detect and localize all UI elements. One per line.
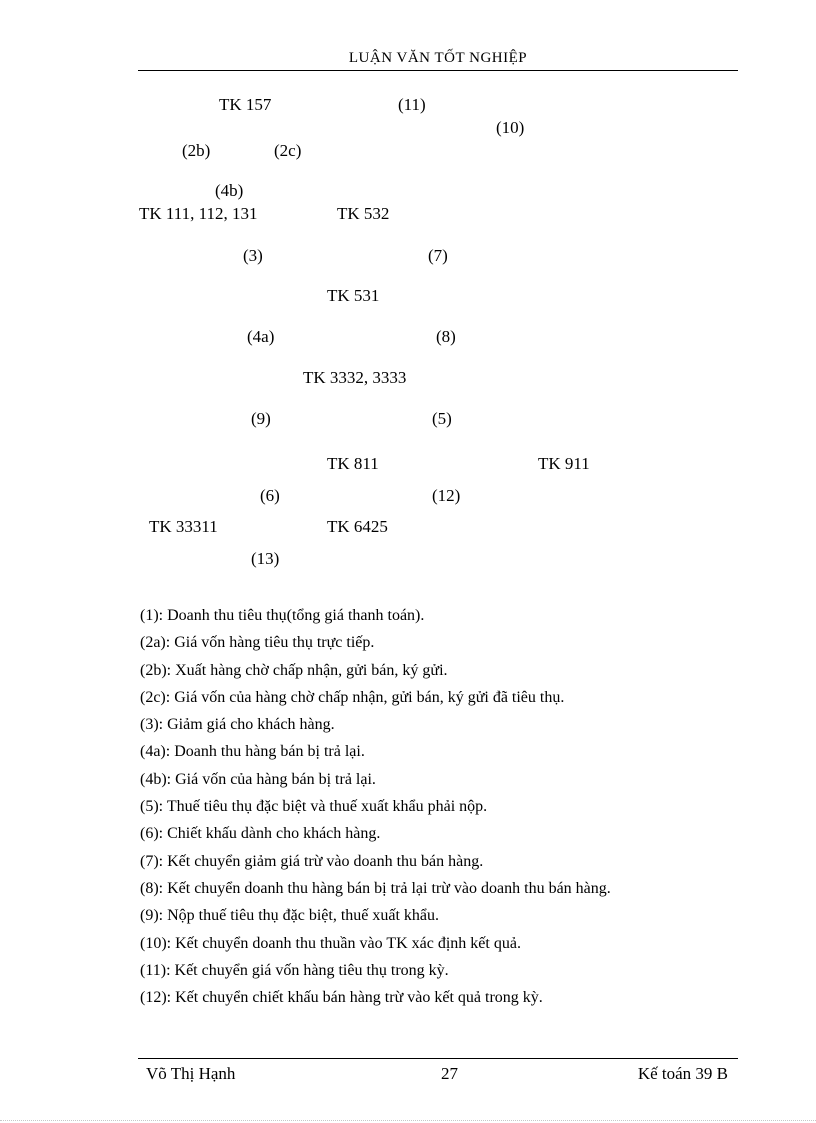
entry-label-12: (12) <box>432 486 461 505</box>
legend-item-4b: (4b): Giá vốn của hàng bán bị trả lại. <box>140 770 376 788</box>
account-tk-531: TK 531 <box>327 286 380 305</box>
page-bottom-edge <box>0 1120 816 1121</box>
legend-item-4a: (4a): Doanh thu hàng bán bị trả lại. <box>140 743 365 761</box>
entry-label-4a: (4a) <box>247 327 275 346</box>
entry-label-7: (7) <box>428 246 448 265</box>
legend-item-3: (3): Giảm giá cho khách hàng. <box>140 716 335 734</box>
account-tk-811: TK 811 <box>327 454 379 473</box>
entry-label-5: (5) <box>432 409 452 428</box>
entry-label-8: (8) <box>436 327 456 346</box>
entry-label-13: (13) <box>251 549 280 568</box>
entry-label-4b: (4b) <box>215 181 244 200</box>
legend-item-5: (5): Thuế tiêu thụ đặc biệt và thuế xuất khẩu phải nộp. <box>140 798 488 816</box>
legend-item-7: (7): Kết chuyển giảm giá trừ vào doanh thu bán hàng. <box>140 852 484 870</box>
footer-author: Võ Thị Hạnh <box>146 1064 236 1083</box>
legend-item-8: (8): Kết chuyển doanh thu hàng bán bị trả lại trừ vào doanh thu bán hàng. <box>140 879 611 897</box>
account-tk-157: TK 157 <box>219 95 272 114</box>
legend-item-2c: (2c): Giá vốn của hàng chờ chấp nhận, gửi bán, ký gửi đã tiêu thụ. <box>140 688 565 706</box>
account-tk-33311: TK 33311 <box>149 517 218 536</box>
legend-list <box>140 602 611 1011</box>
account-tk-911: TK 911 <box>538 454 590 473</box>
legend-item-12: (12): Kết chuyển chiết khấu bán hàng trừ vào kết quả trong kỳ. <box>140 989 543 1007</box>
entry-label-10: (10) <box>496 118 525 137</box>
header-title: LUẬN VĂN TỐT NGHIỆP <box>348 50 528 66</box>
legend-item-9: (9): Nộp thuế tiêu thụ đặc biệt, thuế xuất khẩu. <box>140 907 440 925</box>
legend-item-6: (6): Chiết khấu dành cho khách hàng. <box>140 825 381 843</box>
legend-item-2a: (2a): Giá vốn hàng tiêu thụ trực tiếp. <box>140 634 375 652</box>
header-divider <box>138 70 738 71</box>
legend-item-2b: (2b): Xuất hàng chờ chấp nhận, gửi bán, ký gửi. <box>140 661 448 679</box>
footer-class-name: Kế toán 39 B <box>637 1064 728 1083</box>
entry-label-9: (9) <box>251 409 271 428</box>
footer-divider <box>138 1058 738 1059</box>
entry-label-2b: (2b) <box>182 141 211 160</box>
entry-label-11: (11) <box>398 95 426 114</box>
footer-page-number: 27 <box>441 1064 458 1083</box>
legend-item-10: (10): Kết chuyển doanh thu thuần vào TK xác định kết quả. <box>140 934 521 952</box>
account-tk-111-112-131: TK 111, 112, 131 <box>139 204 258 223</box>
entry-label-3: (3) <box>243 246 263 265</box>
legend-item-11: (11): Kết chuyển giá vốn hàng tiêu thụ trong kỳ. <box>140 961 449 979</box>
account-tk-3332-3333: TK 3332, 3333 <box>303 368 407 387</box>
entry-label-2c: (2c) <box>274 141 302 160</box>
account-tk-532: TK 532 <box>337 204 390 223</box>
entry-label-6: (6) <box>260 486 280 505</box>
legend-item-1: (1): Doanh thu tiêu thụ(tổng giá thanh toán). <box>140 607 425 624</box>
account-tk-6425: TK 6425 <box>327 517 388 536</box>
